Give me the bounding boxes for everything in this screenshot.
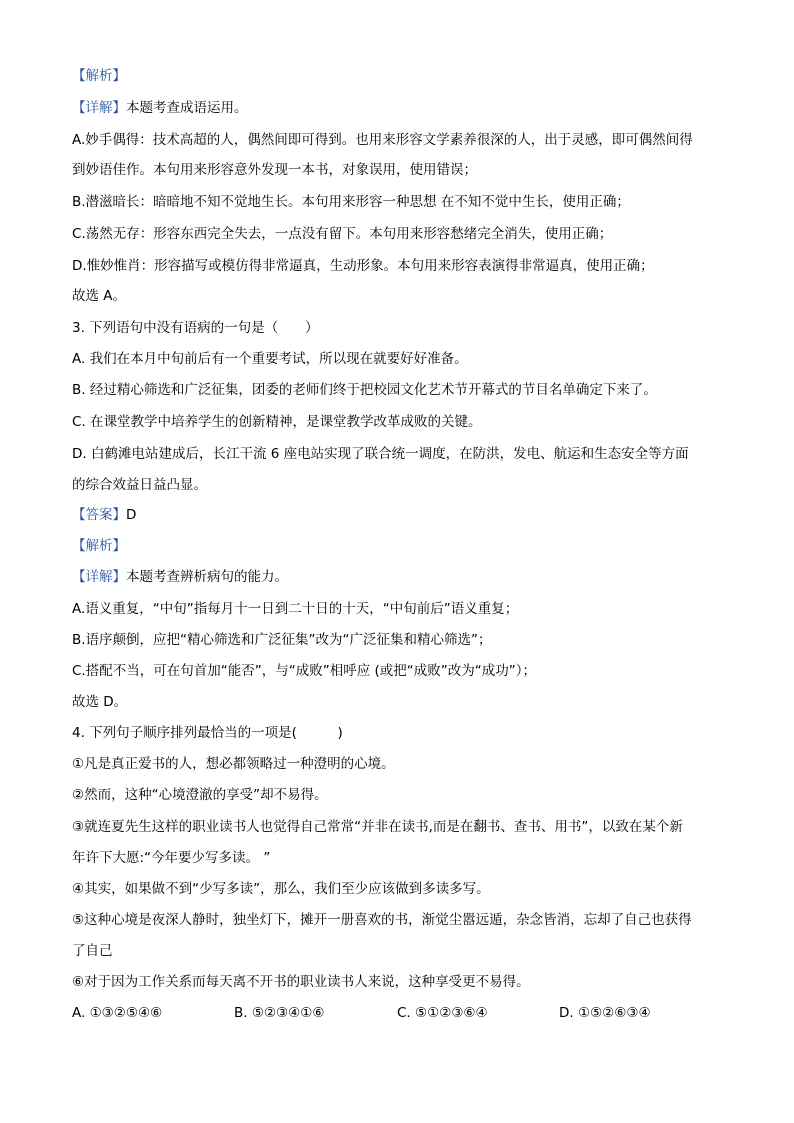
q2-analysis-heading: 【解析】 [72, 68, 126, 84]
q4-sentence-5-line2: 了自己 [72, 943, 113, 959]
q4-sentence-4: ④其实，如果做不到“少写多读”，那么，我们至少应该做到多读多写。 [72, 881, 490, 897]
q3-conclusion: 故选 D。 [72, 694, 128, 710]
q4-sentence-2: ②然而，这种“心境澄澈的享受”却不易得。 [72, 787, 328, 803]
q2-explain-d: D.惟妙惟肖：形容描写或模仿得非常逼真，生动形象。本句用来形容表演得非常逼真，使用正确； [72, 258, 654, 274]
q3-option-c: C. 在课堂教学中培养学生的创新精神，是课堂教学改革成败的关键。 [72, 414, 482, 430]
q3-explain-a: A.语义重复，“中旬”指每月十一日到二十日的十天，“中旬前后”语义重复； [72, 601, 519, 617]
q4-option-c: C. ⑤①②③⑥④ [397, 1005, 488, 1021]
q3-option-b: B. 经过精心筛选和广泛征集，团委的老师们终于把校园文化艺术节开幕式的节目名单确定下来了。 [72, 382, 657, 398]
q4-stem: 4. 下列句子顺序排列最恰当的一项是( ) [72, 725, 343, 741]
q3-option-d-line1: D. 白鹤滩电站建成后，长江干流 6 座电站实现了联合统一调度，在防洪，发电、航运和生态安全等方面 [72, 446, 689, 462]
q2-explain-a-line2: 到妙语佳作。本句用来形容意外发现一本书，对象误用，使用错误； [72, 162, 477, 178]
q3-explain-c: C.搭配不当，可在句首加“能否”，与“成败”相呼应 (或把“成败”改为“成功”）； [72, 663, 536, 679]
q3-detail-text: 本题考查辨析病句的能力。 [126, 569, 288, 585]
q2-explain-b: B.潜滋暗长：暗暗地不知不觉地生长。本句用来形容一种思想 在不知不觉中生长，使用正确； [72, 194, 630, 210]
q3-detail [72, 568, 732, 586]
q3-answer [72, 506, 732, 524]
q3-explain-b: B.语序颠倒，应把“精心筛选和广泛征集”改为“广泛征集和精心筛选”； [72, 632, 492, 648]
q4-sentence-5-line1: ⑤这种心境是夜深人静时，独坐灯下，摊开一册喜欢的书，渐觉尘嚣远遁，杂念皆消，忘却了自己也获得 [72, 912, 692, 928]
q3-stem: 3. 下列语句中没有语病的一句是（ ） [72, 320, 319, 336]
q2-conclusion: 故选 A。 [72, 288, 127, 304]
q3-answer-value: D [126, 507, 137, 523]
q2-detail-text: 本题考查成语运用。 [126, 100, 248, 116]
q3-answer-tag: 【答案】 [72, 507, 126, 523]
q4-sentence-3-line2: 年许下大愿:“今年要少写多读。 ” [72, 850, 271, 866]
q3-option-d-line2: 的综合效益日益凸显。 [72, 477, 207, 493]
q3-option-a: A. 我们在本月中旬前后有一个重要考试，所以现在就要好好准备。 [72, 351, 468, 367]
q3-analysis-heading: 【解析】 [72, 538, 126, 554]
q3-detail-tag: 【详解】 [72, 569, 126, 585]
q2-explain-c: C.荡然无存：形容东西完全失去，一点没有留下。本句用来形容愁绪完全消失，使用正确； [72, 226, 613, 242]
q4-sentence-3-line1: ③就连夏先生这样的职业读书人也觉得自己常常“并非在读书,而是在翻书、查书、用书”，以致在某个新 [72, 819, 683, 835]
q2-explain-a-line1: A.妙手偶得：技术高超的人，偶然间即可得到。也用来形容文学素养很深的人，出于灵感，即可偶然间得 [72, 132, 693, 148]
q4-sentence-1: ①凡是真正爱书的人，想必都领略过一种澄明的心境。 [72, 756, 395, 772]
q4-option-b: B. ⑤②③④①⑥ [234, 1005, 325, 1021]
q4-sentence-6: ⑥对于因为工作关系而每天离不开书的职业读书人来说，这种享受更不易得。 [72, 974, 530, 990]
q2-detail [72, 99, 732, 117]
q4-option-a: A. ①③②⑤④⑥ [72, 1005, 163, 1021]
q2-detail-tag: 【详解】 [72, 100, 126, 116]
q4-option-d: D. ①⑤②⑥③④ [559, 1005, 651, 1021]
